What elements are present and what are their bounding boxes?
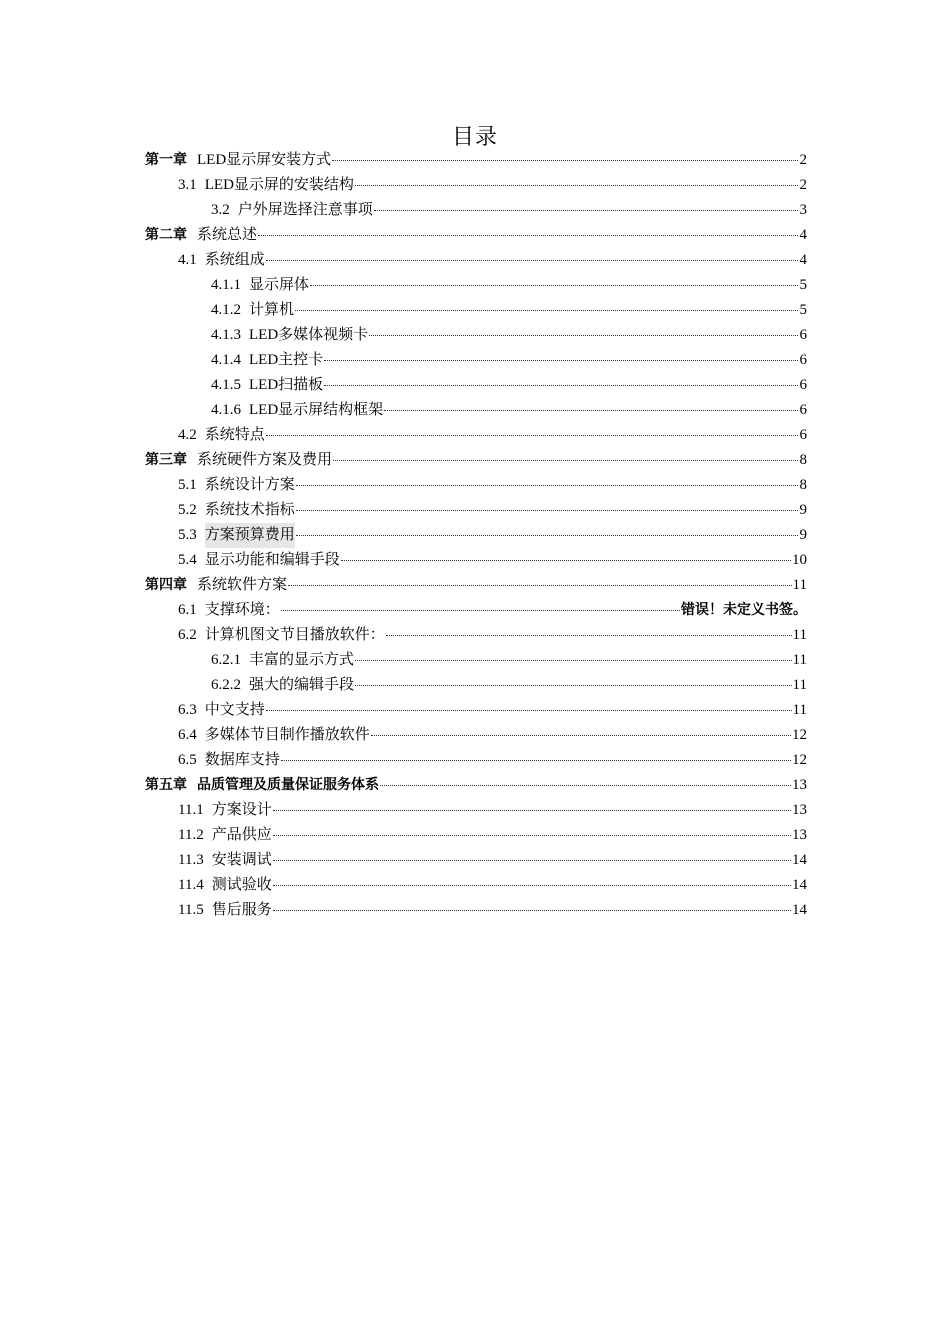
toc-leader-dots [273,900,791,911]
toc-entry-text: 丰富的显示方式 [249,652,355,668]
toc-entry-page: 9 [799,502,807,518]
toc-leader-dots [324,375,798,386]
toc-entry-text: 系统硬件方案及费用 [197,452,333,468]
toc-entry-subsection[interactable] [211,348,807,373]
toc-entry-number: 5.3 [178,527,197,543]
toc-leader-dots [332,150,798,161]
toc-entry-page: 5 [799,302,807,318]
toc-entry-text: 产品供应 [211,827,272,843]
toc-entry-subsection[interactable] [211,373,807,398]
toc-entry-number: 5.1 [178,477,197,493]
toc-entry-page: 12 [792,752,807,768]
toc-entry-page: 4 [799,227,807,243]
toc-entry-number: 4.1 [178,252,197,268]
toc-entry-number: 3.1 [178,177,197,193]
toc-entry-text: LED显示屏的安装结构 [204,177,354,193]
toc-entry-text: 系统技术指标 [204,502,295,518]
toc-entry-section[interactable] [178,898,807,923]
toc-entry-number: 第五章 [145,777,187,793]
toc-leader-dots [296,525,798,536]
toc-entry-section[interactable] [178,873,807,898]
toc-entry-page: 13 [792,827,807,843]
toc-leader-dots [295,300,798,311]
toc-leader-dots [258,225,798,236]
toc-entry-page: 10 [792,552,807,568]
toc-leader-dots [288,575,792,586]
toc-entry-chapter[interactable] [145,148,807,173]
toc-entry-page-error: 错误！未定义书签。 [681,602,807,618]
toc-leader-dots [266,250,798,261]
toc-entry-number: 11.5 [178,902,204,918]
toc-entry-subsection[interactable] [211,648,807,673]
toc-entry-number: 4.1.1 [211,277,241,293]
toc-leader-dots [273,825,791,836]
toc-entry-page: 11 [792,627,807,643]
toc-entry-page: 2 [799,152,807,168]
toc-entry-page: 11 [792,677,807,693]
toc-entry-number: 6.2 [178,627,197,643]
toc-entry-section[interactable] [178,473,807,498]
toc-leader-dots [333,450,798,461]
toc-entry-text: 测试验收 [211,877,272,893]
toc-entry-page: 4 [799,252,807,268]
toc-entry-text: 强大的编辑手段 [249,677,355,693]
toc-entry-number: 6.1 [178,602,197,618]
toc-entry-page: 11 [792,652,807,668]
toc-leader-dots [296,500,798,511]
toc-entry-text: 系统设计方案 [204,477,295,493]
toc-entry-text: 计算机 [249,302,295,318]
toc-entry-text: 户外屏选择注意事项 [237,202,373,218]
toc-entry-number: 第一章 [145,152,187,168]
toc-entry-subsection[interactable] [211,323,807,348]
toc-entry-page: 8 [799,477,807,493]
toc-leader-dots [369,325,798,336]
toc-entry-section[interactable] [178,423,807,448]
toc-entry-text: 支撑环境： [204,602,280,618]
toc-entry-text: 显示功能和编辑手段 [204,552,340,568]
toc-entry-section[interactable] [178,523,807,548]
toc-entry-text: LED多媒体视频卡 [249,327,369,343]
toc-entry-section[interactable] [178,723,807,748]
toc-leader-dots [371,725,791,736]
toc-entry-number: 4.1.3 [211,327,241,343]
toc-entry-section[interactable] [178,598,807,623]
toc-entry-page: 12 [792,727,807,743]
toc-entry-page: 6 [799,402,807,418]
toc-entry-text: 中文支持 [204,702,265,718]
toc-leader-dots [266,700,792,711]
toc-entry-text: 品质管理及质量保证服务体系 [197,777,379,793]
toc-entry-number: 第三章 [145,452,187,468]
toc-entry-text: LED扫描板 [249,377,324,393]
toc-entry-chapter[interactable] [145,773,807,798]
toc-entry-number: 4.2 [178,427,197,443]
toc-entry-number: 11.3 [178,852,204,868]
toc-entry-number: 第四章 [145,577,187,593]
toc-entry-page: 3 [799,202,807,218]
toc-leader-dots [355,650,792,661]
toc-entry-section[interactable] [178,848,807,873]
toc-entry-section[interactable] [178,498,807,523]
toc-entry-section[interactable] [178,248,807,273]
toc-entry-page: 13 [792,777,807,793]
toc-leader-dots [281,750,791,761]
toc-entry-section[interactable] [178,548,807,573]
toc-entry-text: 系统特点 [204,427,265,443]
toc-entry-number: 6.2.2 [211,677,241,693]
toc-leader-dots [355,175,798,186]
toc-entry-page: 5 [799,277,807,293]
toc-leader-dots [310,275,798,286]
toc-entry-section[interactable] [178,748,807,773]
toc-leader-dots [374,200,798,211]
toc-entry-subsection[interactable] [211,298,807,323]
toc-entry-number: 4.1.2 [211,302,241,318]
toc-entry-text: 多媒体节目制作播放软件 [204,727,370,743]
toc-entry-text: 售后服务 [211,902,272,918]
toc-leader-dots [384,400,798,411]
toc-entry-text: 显示屏体 [249,277,310,293]
toc-entry-subsection[interactable] [211,273,807,298]
toc-leader-dots [386,625,792,636]
toc-entry-text: LED显示屏安装方式 [197,152,332,168]
toc-entry-number: 11.2 [178,827,204,843]
toc-leader-dots [324,350,798,361]
toc-entry-text: LED显示屏结构框架 [249,402,384,418]
toc-entry-chapter[interactable] [145,448,807,473]
toc-entry-section[interactable] [178,623,807,648]
toc-entry-number: 4.1.6 [211,402,241,418]
toc-title: 目录 [451,125,498,150]
toc-entry-text: 方案设计 [211,802,272,818]
toc-entry-section[interactable] [178,798,807,823]
toc-entry-subsection[interactable] [211,198,807,223]
toc-entry-page: 6 [799,377,807,393]
toc-entry-page: 6 [799,352,807,368]
toc-entry-subsection[interactable] [211,673,807,698]
toc-entry-text: 方案预算费用 [205,523,295,548]
toc-leader-dots [296,475,798,486]
toc-entry-page: 13 [792,802,807,818]
toc-entry-number: 4.1.5 [211,377,241,393]
toc-entry-text: 安装调试 [211,852,272,868]
toc-entry-page: 6 [799,327,807,343]
toc-leader-dots [266,425,798,436]
toc-entry-number: 6.4 [178,727,197,743]
toc-entry-number: 6.2.1 [211,652,241,668]
toc-entry-page: 6 [799,427,807,443]
toc-entry-section[interactable] [178,823,807,848]
toc-entry-number: 11.1 [178,802,204,818]
toc-entry-page: 14 [792,877,807,893]
toc-entry-page: 14 [792,902,807,918]
toc-entry-number: 6.3 [178,702,197,718]
toc-entry-section[interactable] [178,173,807,198]
toc-entry-number: 5.4 [178,552,197,568]
toc-entry-page: 9 [799,527,807,543]
toc-entry-text: LED主控卡 [249,352,324,368]
toc-entry-number: 11.4 [178,877,204,893]
toc-leader-dots [341,550,791,561]
toc-entry-number: 4.1.4 [211,352,241,368]
toc-entry-section[interactable] [178,698,807,723]
toc-entry-number: 第二章 [145,227,187,243]
toc-leader-dots [355,675,792,686]
toc-entry-page: 2 [799,177,807,193]
toc-entry-number: 3.2 [211,202,230,218]
toc-entry-subsection[interactable] [211,398,807,423]
toc-entry-page: 11 [792,577,807,593]
toc-entry-number: 5.2 [178,502,197,518]
toc-leader-dots [281,600,680,611]
toc-entry-chapter[interactable] [145,573,807,598]
toc-entry-chapter[interactable] [145,223,807,248]
toc-leader-dots [273,850,791,861]
toc-leader-dots [273,800,791,811]
toc-entry-page: 11 [792,702,807,718]
toc-entry-text: 计算机图文节目播放软件： [204,627,385,643]
toc-entry-text: 系统总述 [197,227,258,243]
toc-entry-number: 6.5 [178,752,197,768]
toc-entry-text: 系统组成 [204,252,265,268]
toc-entry-page: 8 [799,452,807,468]
toc-entry-page: 14 [792,852,807,868]
toc-leader-dots [273,875,791,886]
toc-entry-text: 数据库支持 [204,752,280,768]
toc-leader-dots [380,775,791,786]
toc-entry-text: 系统软件方案 [197,577,288,593]
